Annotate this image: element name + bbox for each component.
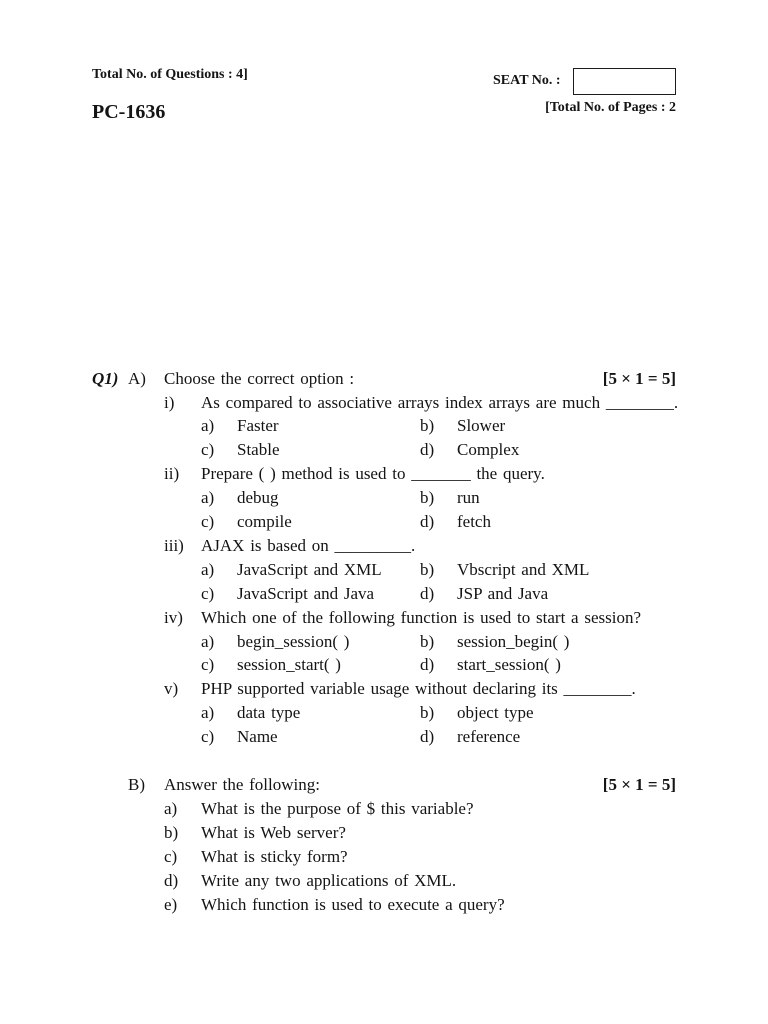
seat-number-box: [573, 68, 676, 95]
short-question-text: What is Web server?: [201, 823, 346, 842]
option-text: session_start( ): [237, 655, 341, 674]
option-text: Stable: [237, 440, 280, 459]
option-letter: a): [201, 703, 215, 722]
option-text: JSP and Java: [457, 584, 549, 603]
option-text: object type: [457, 703, 534, 722]
option-text: Vbscript and XML: [457, 560, 590, 579]
option-letter: d): [420, 727, 435, 746]
short-question-letter: e): [164, 895, 178, 914]
mcq-options-row: [0, 559, 768, 581]
mcq-number: iv): [164, 608, 183, 627]
option-text: debug: [237, 488, 279, 507]
mcq-options-row: [0, 654, 768, 676]
marks: [5 × 1 = 5]: [602, 775, 676, 794]
mcq-question: [0, 535, 768, 557]
option-text: data type: [237, 703, 301, 722]
short-question-letter: d): [164, 871, 179, 890]
option-text: begin_session( ): [237, 632, 350, 651]
short-question: [0, 798, 768, 820]
part-instruction: Choose the correct option :: [164, 369, 355, 388]
option-letter: c): [201, 584, 215, 603]
mcq-question: [0, 392, 768, 414]
short-question-text: What is sticky form?: [201, 847, 348, 866]
mcq-options-row: [0, 487, 768, 509]
option-letter: b): [420, 703, 435, 722]
question-number: Q1): [92, 369, 119, 388]
option-letter: a): [201, 632, 215, 651]
part-b-header: [0, 774, 768, 796]
seat-number-label: SEAT No. :: [493, 73, 561, 88]
option-text: Complex: [457, 440, 520, 459]
option-letter: a): [201, 416, 215, 435]
mcq-question: [0, 607, 768, 629]
option-text: JavaScript and XML: [237, 560, 382, 579]
mcq-question: [0, 678, 768, 700]
short-question-text: What is the purpose of $ this variable?: [201, 799, 474, 818]
option-text: Slower: [457, 416, 506, 435]
option-text: reference: [457, 727, 521, 746]
mcq-number: iii): [164, 536, 184, 555]
option-letter: d): [420, 440, 435, 459]
mcq-number: v): [164, 679, 179, 698]
option-letter: d): [420, 512, 435, 531]
option-letter: b): [420, 560, 435, 579]
option-letter: a): [201, 488, 215, 507]
short-question: [0, 894, 768, 916]
option-letter: c): [201, 512, 215, 531]
paper-code: PC-1636: [92, 101, 166, 123]
total-pages: [Total No. of Pages : 2: [545, 100, 676, 115]
option-text: compile: [237, 512, 292, 531]
option-text: session_begin( ): [457, 632, 570, 651]
mcq-options-row: [0, 583, 768, 605]
option-letter: d): [420, 584, 435, 603]
part-instruction: Answer the following:: [164, 775, 320, 794]
option-text: JavaScript and Java: [237, 584, 375, 603]
mcq-options-row: [0, 726, 768, 748]
short-question-text: Which function is used to execute a query?: [201, 895, 505, 914]
mcq-text: AJAX is based on _________.: [201, 536, 416, 555]
option-letter: d): [420, 655, 435, 674]
marks: [5 × 1 = 5]: [602, 369, 676, 388]
option-text: Faster: [237, 416, 279, 435]
option-letter: c): [201, 727, 215, 746]
mcq-options-row: [0, 439, 768, 461]
short-question-letter: b): [164, 823, 179, 842]
option-text: fetch: [457, 512, 491, 531]
part-a-header: [0, 368, 768, 390]
option-letter: c): [201, 440, 215, 459]
mcq-text: Which one of the following function is used to start a session?: [201, 608, 641, 627]
option-letter: c): [201, 655, 215, 674]
option-text: start_session( ): [457, 655, 561, 674]
total-questions: Total No. of Questions : 4]: [92, 67, 248, 82]
mcq-options-row: [0, 415, 768, 437]
option-text: run: [457, 488, 480, 507]
mcq-options-row: [0, 702, 768, 724]
short-question: [0, 822, 768, 844]
short-question-letter: c): [164, 847, 178, 866]
option-letter: a): [201, 560, 215, 579]
mcq-text: Prepare ( ) method is used to _______ the query.: [201, 464, 545, 483]
mcq-options-row: [0, 631, 768, 653]
option-text: Name: [237, 727, 278, 746]
mcq-text: PHP supported variable usage without declaring its ________.: [201, 679, 636, 698]
mcq-text: As compared to associative arrays index arrays are much ________.: [201, 393, 679, 412]
option-letter: b): [420, 632, 435, 651]
part-label: A): [128, 369, 146, 388]
option-letter: b): [420, 488, 435, 507]
mcq-number: i): [164, 393, 175, 412]
option-letter: b): [420, 416, 435, 435]
short-question-text: Write any two applications of XML.: [201, 871, 457, 890]
mcq-number: ii): [164, 464, 180, 483]
part-label: B): [128, 775, 145, 794]
short-question-letter: a): [164, 799, 178, 818]
short-question: [0, 846, 768, 868]
short-question: [0, 870, 768, 892]
mcq-question: [0, 463, 768, 485]
mcq-options-row: [0, 511, 768, 533]
